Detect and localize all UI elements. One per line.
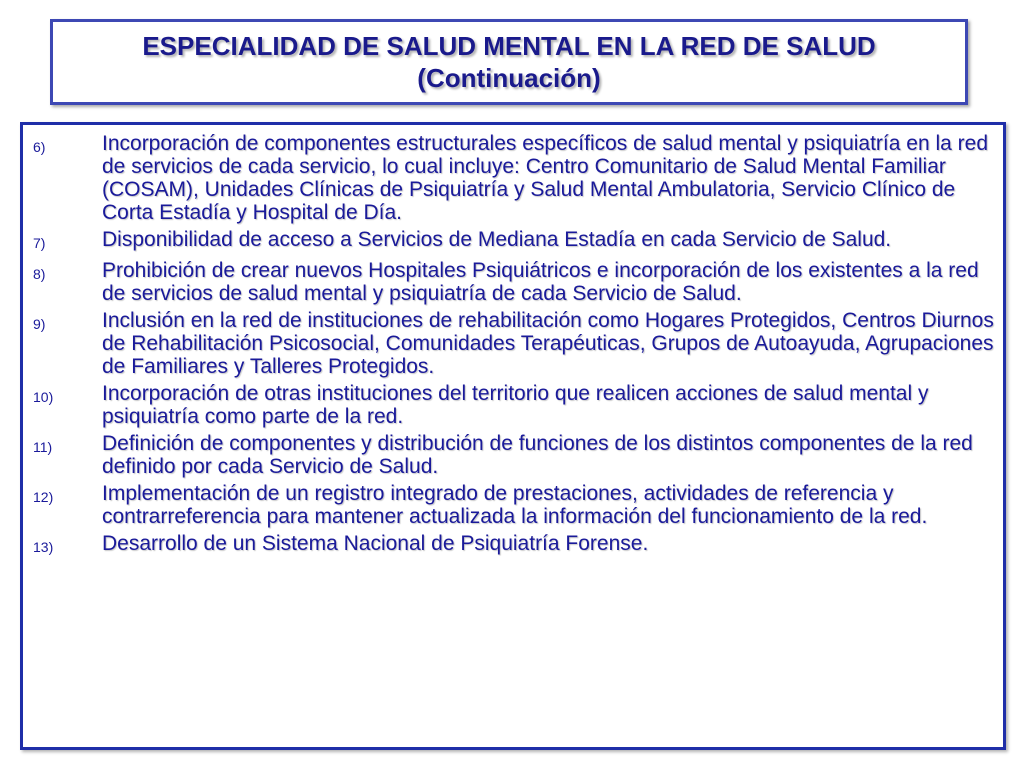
list-item-number: 12) (33, 489, 54, 505)
list-item (33, 532, 997, 559)
list-item-number: 11) (33, 439, 53, 455)
list-item-number: 9) (33, 316, 46, 332)
slide-subtitle: (Continuación) (417, 63, 601, 93)
list-item (33, 259, 997, 305)
list-item-text: Implementación de un registro integrado de prestaciones, actividades de referencia y contrarreferencia para mantener actualizada la información del funcionamiento de la red. (102, 482, 928, 528)
list-item (33, 382, 997, 428)
slide-title: ESPECIALIDAD DE SALUD MENTAL EN LA RED DE SALUD (142, 31, 876, 61)
list-item-text: Definición de componentes y distribución de funciones de los distintos componentes de la red definido por cada Servicio de Salud. (102, 432, 973, 478)
list-item-text: Inclusión en la red de instituciones de rehabilitación como Hogares Protegidos, Centros Diurnos de Rehabilitación Psicosocial, Comunidades Terapéuticas, Grupos de Autoayuda, Agrupaciones de Familiares y Talleres Protegidos. (102, 309, 994, 378)
list-item-number: 8) (33, 266, 46, 282)
numbered-list (33, 132, 997, 563)
list-item (33, 309, 997, 378)
list-item-number: 7) (33, 235, 46, 251)
list-item-text: Prohibición de crear nuevos Hospitales Psiquiátricos e incorporación de los existentes a la red de servicios de salud mental y psiquiatría de cada Servicio de Salud. (102, 259, 979, 305)
list-item-number: 6) (33, 139, 46, 155)
list-item-text: Incorporación de otras instituciones del territorio que realicen acciones de salud mental y psiquiatría como parte de la red. (102, 382, 929, 428)
slide-title-box (50, 19, 968, 105)
content-box (20, 122, 1006, 750)
list-item (33, 482, 997, 528)
list-item-number: 10) (33, 389, 54, 405)
list-item-number: 13) (33, 539, 54, 555)
list-item (33, 228, 997, 255)
list-item-text: Incorporación de componentes estructurales específicos de salud mental y psiquiatría en la red de servicios de cada servicio, lo cual incluye: Centro Comunitario de Salud Mental Familiar (COSAM), Unidades Clínicas de Psiquiatría y Salud Mental Ambulatoria, Servicio Clínico de Corta Estadía y Hospital de Día. (102, 132, 988, 224)
list-item (33, 432, 997, 478)
list-item-text: Desarrollo de un Sistema Nacional de Psiquiatría Forense. (102, 532, 649, 555)
list-item (33, 132, 997, 224)
list-item-text: Disponibilidad de acceso a Servicios de Mediana Estadía en cada Servicio de Salud. (102, 228, 892, 251)
